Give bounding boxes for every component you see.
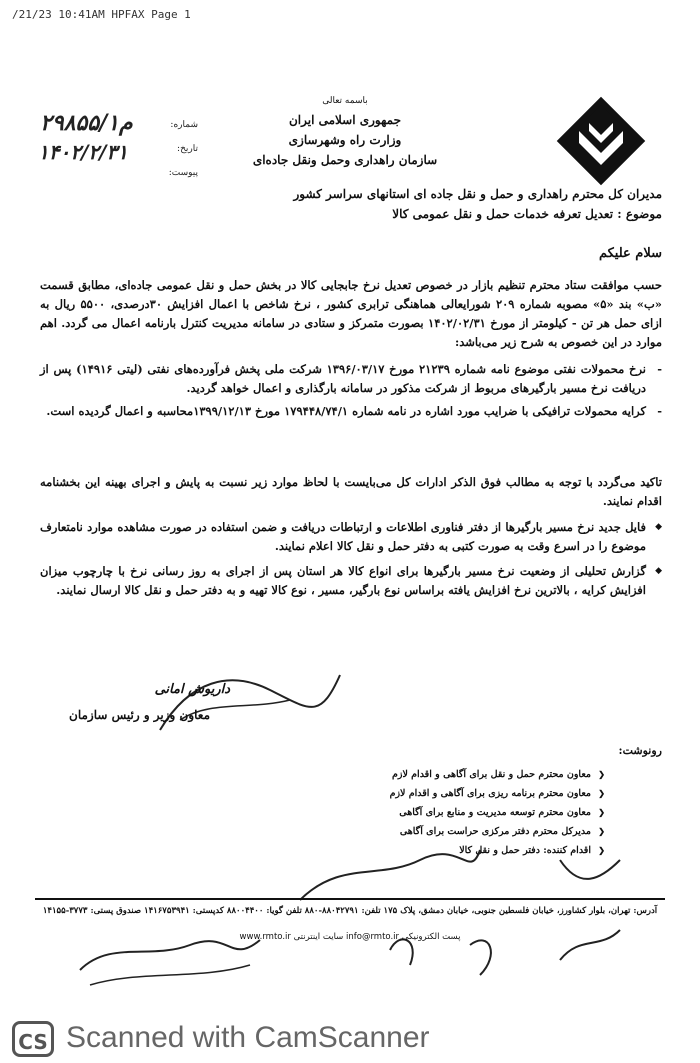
- addressee-to: مدیران کل محترم راهداری و حمل و نقل جاده ای استانهای سراسر کشور: [293, 187, 662, 201]
- date-label: تاریخ:: [177, 144, 198, 154]
- signatory-title: معاون وزیر و رئیس سازمان: [69, 708, 210, 722]
- list-item: ❮ معاون محترم حمل و نقل برای آگاهی و اقدام لازم: [390, 765, 605, 784]
- list-item: - کرایه محمولات ترافیکی با ضرایب مورد اشاره در نامه شماره ۱۷۹۴۴۸/۷۴/۱ مورخ ۱۳۹۹/۱۲/۱۳محاسبه و اعمال گردیده است.: [40, 402, 662, 421]
- meta-labels: [148, 120, 198, 192]
- letterhead-line-2: وزارت راه وشهرسازی: [288, 133, 402, 147]
- cc-title: رونوشت:: [618, 744, 662, 757]
- paragraph-3: تاکید می‌گردد با توجه به مطالب فوق الذکر ادارات کل می‌بایست با لحاظ موارد زیر نسبت به پایش و اجرای بهینه این بخشنامه اقدام نمایند.: [40, 475, 662, 508]
- list-item: ❮ اقدام کننده: دفتر حمل و نقل کالا: [390, 841, 605, 860]
- organization-logo: [555, 95, 647, 187]
- footer-divider: [35, 898, 665, 900]
- letterhead-line-1: جمهوری اسلامی ایران: [288, 113, 402, 127]
- letter-number: ۲۹۸۵۵/۱م: [40, 110, 133, 136]
- fax-header: /21/23 10:41AM HPFAX Page 1: [12, 8, 191, 21]
- footer-web: www.rmto.ir سایت اینترنتی info@rmto.ir پست الکترونیکی: [239, 932, 461, 942]
- list-item: - نرخ محمولات نفتی موضوع نامه شماره ۲۱۲۳۹ مورخ ۱۳۹۶/۰۳/۱۷ شرکت ملی پخش فرآورده‌های نفتی (لیتی ۱۴۹۱۶) پس از دریافت نرخ مسیر بارگیرهای مربوط از شرکت مذکور در سامانه بارگذاری و اعمال خواهد گردید.: [40, 360, 662, 398]
- camscanner-text: Scanned with CamScanner: [66, 1021, 430, 1054]
- paragraph-1: حسب موافقت ستاد محترم تنظیم بازار در خصوص تعدیل نرخ جابجایی کالا در بخش حمل و نقل عمومی جاده‌ای، مطابق قسمت «ب» بند «۵» مصوبه شماره ۲۰۹ شورایعالی هماهنگی ترابری کشور ، نرخ شاخص با اعمال افزایش ۳۰درصدی، ۵۵۰۰ ریال به ازای حمل هر تن - کیلومتر از مورخ ۱۴۰۲/۰۲/۳۱ بصورت متمرکز و ستادی در سامانه مدیریت کنترل بارنامه اعمال می گردد. اهم موارد در این خصوص به شرح زیر می‌باشد:: [40, 278, 662, 349]
- list-item: ◆ فایل جدید نرخ مسیر بارگیرها از دفتر فناوری اطلاعات و ارتباطات دریافت و ضمن استفاده در صورت مشاهده موارد نامتعارف موضوع را در اسرع وقت به صورت کتبی به دفتر حمل و نقل کالا اعلام نمایند.: [40, 518, 662, 556]
- letter-date: ۱۴۰۲/۲/۳۱: [38, 140, 128, 164]
- list-item: ❮ معاون محترم توسعه مدیریت و منابع برای آگاهی: [390, 803, 605, 822]
- addressee-block: [40, 184, 662, 224]
- bullet-list: [40, 518, 662, 606]
- list-item: ❮ معاون محترم برنامه ریزی برای آگاهی و اقدام لازم: [390, 784, 605, 803]
- camscanner-logo-icon: CS: [12, 1021, 54, 1057]
- letterhead: [180, 96, 510, 170]
- item-list: [40, 360, 662, 425]
- bismillah: باسمه تعالی: [322, 96, 368, 106]
- greeting: سلام علیکم: [598, 246, 662, 261]
- subject-line: موضوع : تعدیل تعرفه خدمات حمل و نقل عمومی کالا: [392, 207, 662, 221]
- letterhead-line-3: سازمان راهداری وحمل ونقل جاده‌ای: [252, 153, 438, 167]
- footer-address: آدرس: تهران، بلوار کشاورز، خیابان فلسطین جنوبی، خیابان دمشق، پلاک ۱۷۵ تلفن: ۸۸۰۴۲۷۹۱-۸۸۰ تلفن گویا: ۸۸۰۰۴۴۰۰ کدپستی: ۱۴۱۶۷۵۳۹۴۱ صندوق پستی: ۳۷۷۳-۱۴۱۵۵: [42, 906, 658, 916]
- number-label: شماره:: [170, 120, 198, 130]
- camscanner-watermark: [0, 1013, 700, 1063]
- list-item: ◆ گزارش تحلیلی از وضعیت نرخ مسیر بارگیرها برای انواع کالا هر استان پس از اجرای به روز رسانی نرخ با چارچوب میزان افزایش کرایه ، بالاترین نرخ افزایش یافته براساس نوع بارگیر، مسیر ، نوع کالا تهیه و به دفتر حمل و نقل کالا ارسال نمایند.: [40, 562, 662, 600]
- signatory-name: داریوش امانی: [154, 682, 230, 697]
- attachment-label: پیوست:: [168, 168, 198, 178]
- signature-scribble: [150, 660, 350, 740]
- initials-scribbles: [0, 840, 700, 1000]
- list-item: ❮ مدیرکل محترم دفتر مرکزی حراست برای آگاهی: [390, 822, 605, 841]
